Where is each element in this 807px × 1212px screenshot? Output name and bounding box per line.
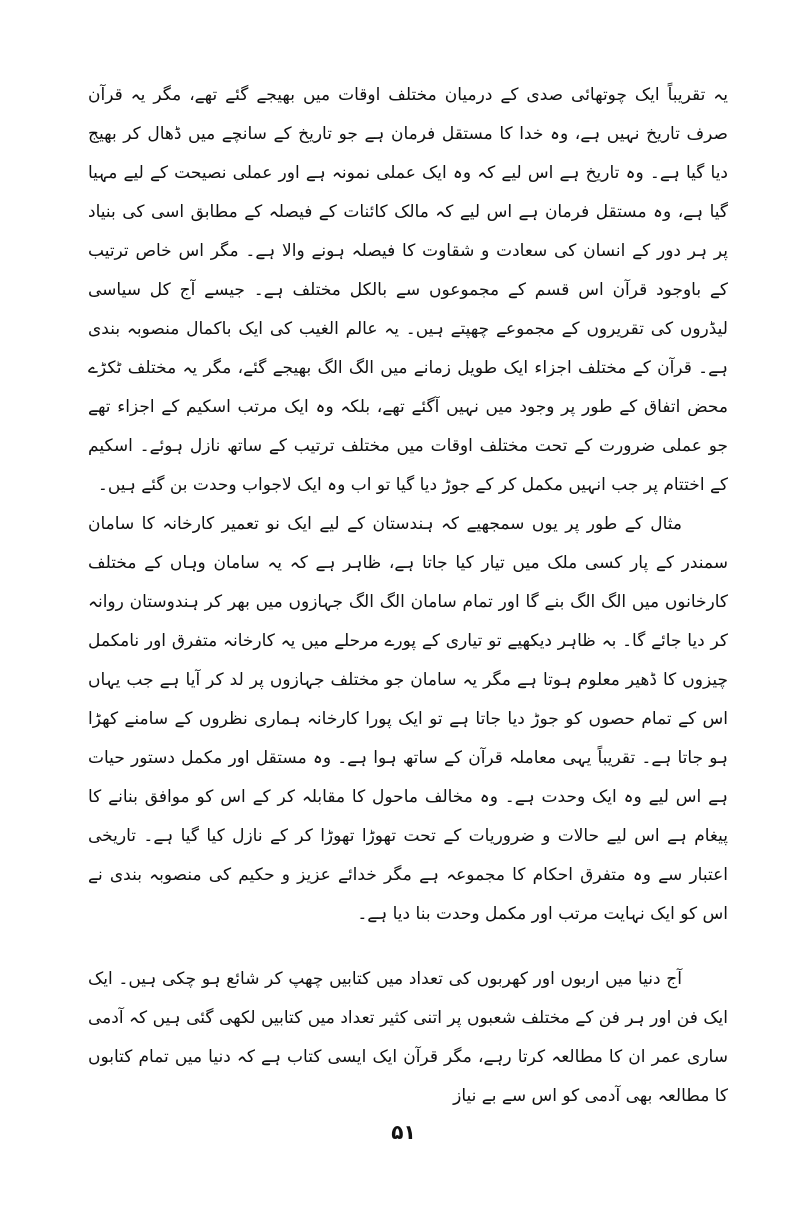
paragraph-1	[88, 76, 728, 505]
paragraph-text: آج دنیا میں اربوں اور کھربوں کی تعداد میں کتابیں چھپ کر شائع ہو چکی ہیں۔ ایک ایک فن اور ہر فن کے مختلف شعبوں پر اتنی کثیر تعداد میں کتابیں لکھی گئی ہیں کہ آدمی ساری عمر ان کا مطالعہ کرتا رہے، مگر قرآن ایک ایسی کتاب ہے کہ دنیا میں تمام کتابوں کا مطالعہ بھی آدمی کو اس سے بے نیاز	[88, 969, 728, 1106]
paragraph-text: مثال کے طور پر یوں سمجھیے کہ ہندستان کے لیے ایک نو تعمیر کارخانہ کا سامان سمندر کے پار کسی ملک میں تیار کیا جاتا ہے، ظاہر ہے کہ یہ سامان وہاں کے مختلف کارخانوں میں الگ الگ بنے گا اور تمام سامان الگ الگ جہازوں میں بھر کر ہندوستان روانہ کر دیا جائے گا۔ بہ ظاہر دیکھیے تو تیاری کے پورے مرحلے میں یہ کارخانہ متفرق اور نامکمل چیزوں کا ڈھیر معلوم ہوتا ہے مگر یہ سامان جو مختلف جہازوں پر لد کر آیا ہے جب یہاں اس کے تمام حصوں کو جوڑ دیا جاتا ہے تو ایک پورا کارخانہ ہماری نظروں کے سامنے کھڑا ہو جاتا ہے۔ تقریباً یہی معاملہ قرآن کے ساتھ ہوا ہے۔ وہ مستقل اور مکمل دستور حیات ہے اس لیے وہ ایک وحدت ہے۔ وہ مخالف ماحول کا مقابلہ کر کے اس کو موافق بنانے کا پیغام ہے اس لیے حالات و ضروریات کے تحت تھوڑا تھوڑا کر کے نازل کیا گیا ہے۔ تاریخی اعتبار سے وہ متفرق احکام کا مجموعہ ہے مگر خدائے عزیز و حکیم کی منصوبہ بندی نے اس کو ایک نہایت مرتب اور مکمل وحدت بنا دیا ہے۔	[88, 514, 728, 924]
paragraph-text: یہ تقریباً ایک چوتھائی صدی کے درمیان مختلف اوقات میں بھیجے گئے تھے، مگر یہ قرآن صرف تاریخ نہیں ہے، وہ خدا کا مستقل فرمان ہے جو تاریخ کے سانچے میں ڈھال کر بھیج دیا گیا ہے۔ وہ تاریخ ہے اس لیے کہ وہ ایک عملی نمونہ ہے اور عملی نصیحت کے لیے مہیا گیا ہے، وہ مستقل فرمان ہے اس لیے کہ مالک کائنات کے فیصلہ کے مطابق اسی کی بنیاد پر ہر دور کے انسان کی سعادت و شقاوت کا فیصلہ ہونے والا ہے۔ مگر اس خاص ترتیب کے باوجود قرآن اس قسم کے مجموعوں سے بالکل مختلف ہے۔ جیسے آج کل سیاسی لیڈروں کی تقریروں کے مجموعے چھپتے ہیں۔ یہ عالم الغیب کی ایک باکمال منصوبہ بندی ہے۔ قرآن کے مختلف اجزاء ایک طویل زمانے میں الگ الگ بھیجے گئے، مگر یہ مختلف ٹکڑے محض اتفاق کے طور پر وجود میں نہیں آگئے تھے، بلکہ وہ ایک مرتب اسکیم کے اجزاء تھے جو عملی ضرورت کے تحت مختلف اوقات میں مختلف ترتیب کے ساتھ نازل ہوئے۔ اسکیم کے اختتام پر جب انہیں مکمل کر کے جوڑ دیا گیا تو اب وہ ایک لاجواب وحدت بن گئے ہیں۔	[88, 85, 728, 495]
paragraph-3	[88, 960, 728, 1116]
paragraph-2	[88, 505, 728, 934]
page-number: ۵۱	[391, 1120, 416, 1144]
